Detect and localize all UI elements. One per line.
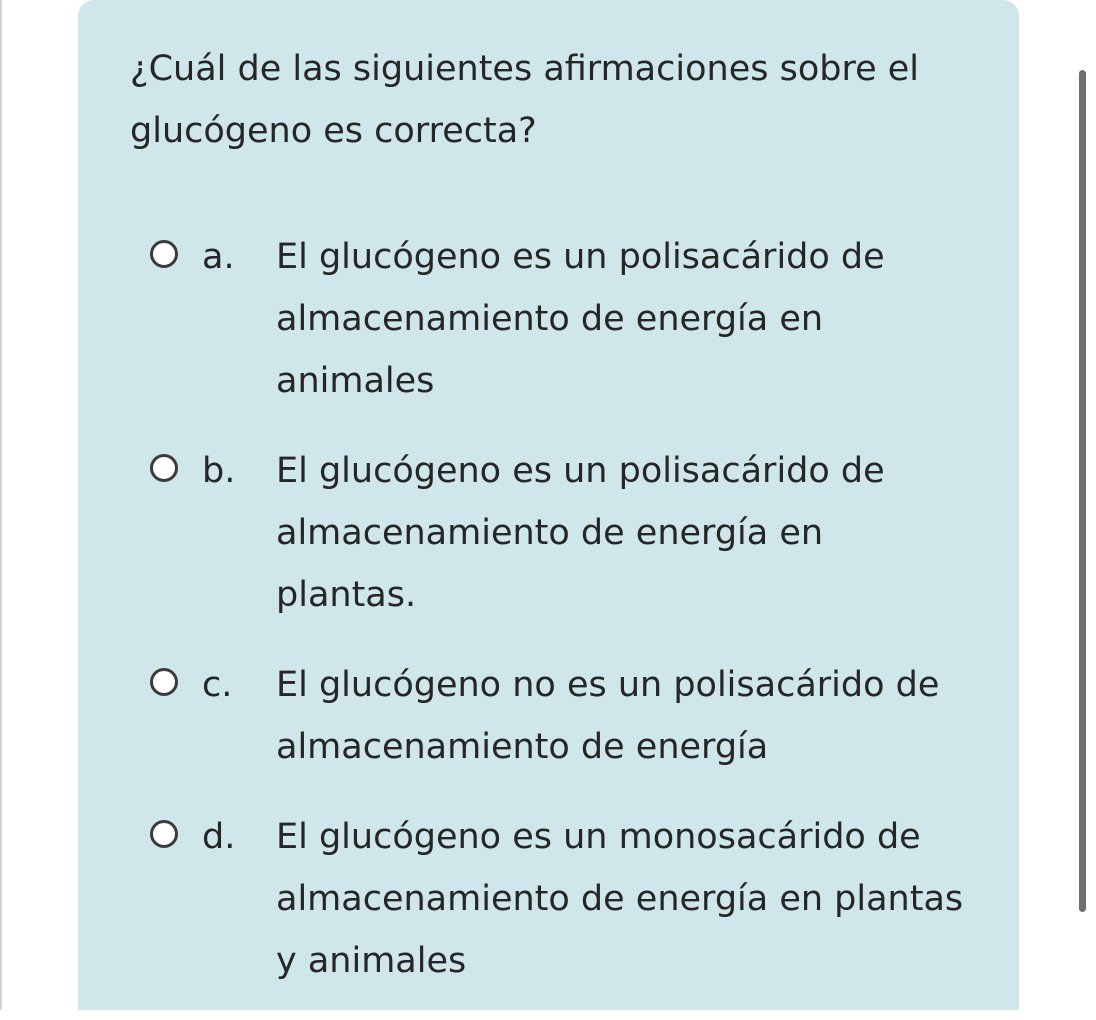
option-letter: c. bbox=[202, 665, 233, 705]
answer-option-d[interactable] bbox=[78, 806, 1019, 992]
answer-option-b[interactable] bbox=[78, 440, 1019, 626]
answer-option-a[interactable] bbox=[78, 226, 1019, 412]
radio-unchecked-icon[interactable] bbox=[150, 668, 178, 696]
answer-options bbox=[78, 226, 1019, 1020]
option-letter: d. bbox=[202, 817, 236, 857]
option-text: El glucógeno es un monosacárido de almacenamiento de energía en plantas y animales bbox=[276, 817, 964, 981]
radio-unchecked-icon[interactable] bbox=[150, 454, 178, 482]
option-letter: b. bbox=[202, 451, 236, 491]
vertical-scrollbar[interactable] bbox=[1079, 70, 1086, 912]
question-card bbox=[78, 0, 1019, 1010]
option-text: El glucógeno es un polisacárido de almacenamiento de energía en animales bbox=[276, 237, 885, 401]
question-text: ¿Cuál de las siguientes afirmaciones sobre el glucógeno es correcta? bbox=[130, 49, 919, 151]
radio-unchecked-icon[interactable] bbox=[150, 240, 178, 268]
page-left-border bbox=[0, 0, 2, 1010]
radio-unchecked-icon[interactable] bbox=[150, 820, 178, 848]
option-text: El glucógeno es un polisacárido de almacenamiento de energía en plantas. bbox=[276, 451, 885, 615]
answer-option-c[interactable] bbox=[78, 654, 1019, 778]
option-letter: a. bbox=[202, 237, 235, 277]
option-text: El glucógeno no es un polisacárido de almacenamiento de energía bbox=[276, 665, 940, 767]
